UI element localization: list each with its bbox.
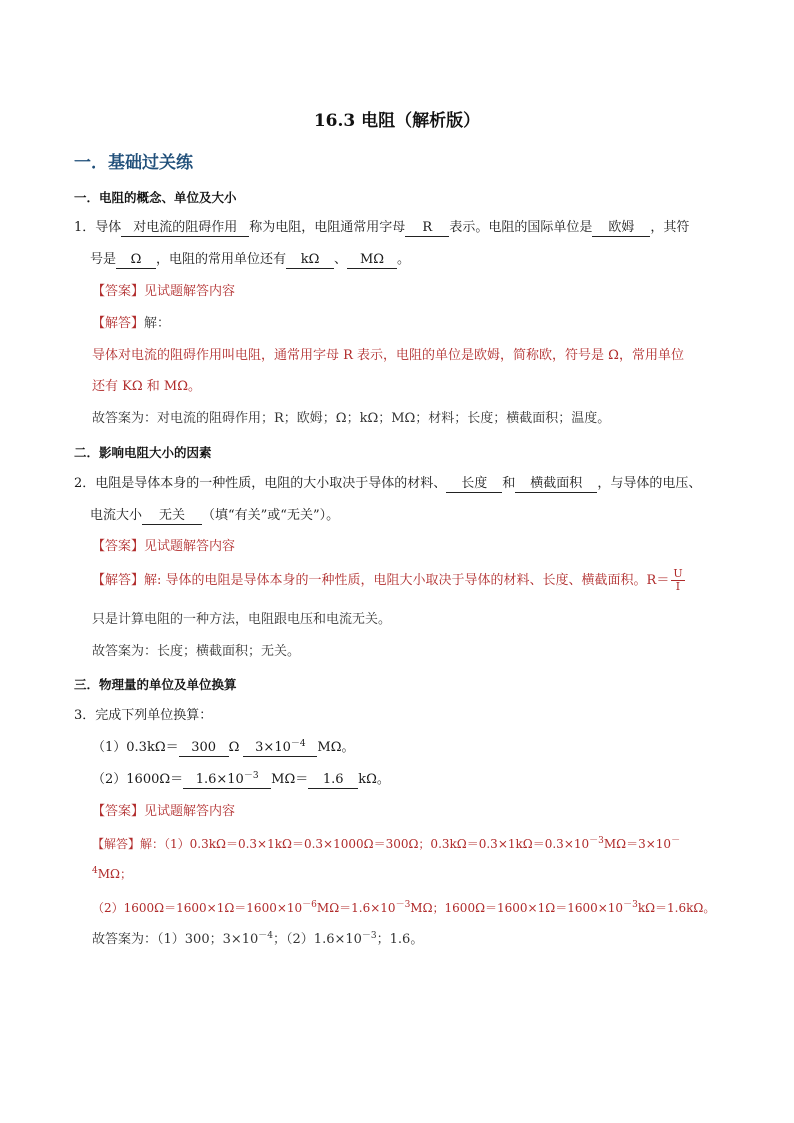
- fraction-u-over-i: $\frac{U}{I}$: [673, 567, 683, 593]
- question-1-line-2: 号是 Ω ，电阻的常用单位还有 kΩ 、 MΩ 。: [90, 252, 411, 267]
- solution-text: 还有 KΩ 和 MΩ。: [92, 379, 201, 394]
- question-number: 1．: [74, 220, 96, 235]
- solution-tag: 【解答】: [92, 316, 145, 331]
- answer-line: 【答案】见试题解答内容: [92, 804, 236, 819]
- answer-line: 【答案】见试题解答内容: [92, 539, 236, 554]
- blank-answer: 横截面积: [515, 476, 597, 493]
- question-2-line-1: 2．电阻是导体本身的一种性质，电阻的大小取决于导体的材料、 长度 和 横截面积 ，与导体的电压、: [74, 476, 702, 491]
- solution-tag: 【解答】: [92, 837, 141, 851]
- final-answer: 故答案为：对电流的阻碍作用；R；欧姆；Ω；kΩ；MΩ；材料；长度；横截面积；温度。: [92, 411, 611, 426]
- question-3-part-2: $(2)1600\Omega= 1.6\times 10^{-3}$ MΩ＝ 1.6 kΩ。: [92, 771, 390, 787]
- solution-line: 【解答】解：（1）0.3kΩ＝0.3×1kΩ＝0.3×1000Ω＝300Ω；$0.3k\Omega=0.3\times 1k\Omega=0.3\times 10^{-3}M\Omega=3\times 10^-$: [92, 836, 681, 851]
- solution-line: 【解答】解: 导体的电阻是导体本身的一种性质，电阻大小取决于导体的材料、长度、横截面积。R＝ $\frac{U}{I}$: [92, 567, 683, 593]
- answer-tag: 【答案】: [92, 804, 145, 819]
- solution-text: $(2)1600\Omega=1600\times 1\Omega=1600\times 10^{-6}M\Omega=1.6\times 10^{-3}M\Omega$；$1600\Omega=1600\times 1\Omega=1600\times 10^{-3}k\Omega=1.6k\Omega$。: [92, 900, 716, 915]
- question-2-line-2: 电流大小 无关 （填“有关”或“无关”）。: [90, 508, 340, 523]
- blank-answer: kΩ: [286, 252, 334, 269]
- answer-tag: 【答案】: [92, 284, 145, 299]
- blank-answer: 欧姆: [592, 220, 650, 237]
- final-answer: 故答案为：长度；横截面积；无关。: [92, 644, 301, 659]
- blank-answer: Ω: [116, 252, 156, 269]
- solution-text: $^4$MΩ；: [92, 866, 132, 881]
- blank-answer: 300: [179, 740, 229, 757]
- solution-tag: 【解答】: [92, 573, 145, 588]
- subheading-resistance-concept: 一．电阻的概念、单位及大小: [74, 190, 237, 205]
- blank-answer: 长度: [446, 476, 502, 493]
- question-3-line-1: 3．完成下列单位换算：: [74, 708, 213, 723]
- final-answer: 故答案为：（1）300；$3\times 10^{-4}$；$(2)1.6\times 10^{-3}$；1.6。: [92, 931, 424, 947]
- question-number: 2．: [74, 476, 96, 491]
- page-title: 16.3 电阻（解析版）: [313, 111, 481, 131]
- blank-answer: 对电流的阻碍作用: [121, 220, 249, 237]
- answer-line: 【答案】见试题解答内容: [92, 284, 236, 299]
- solution-text: 只是计算电阻的一种方法，电阻跟电压和电流无关。: [92, 612, 392, 627]
- solution-text: 导体对电流的阻碍作用叫电阻，通常用字母 R 表示，电阻的单位是欧姆，简称欧，符号是 Ω，常用单位: [92, 348, 684, 363]
- blank-answer: 1.6: [308, 772, 358, 789]
- question-number: 3．: [74, 708, 96, 723]
- blank-answer: R: [405, 220, 449, 237]
- question-3-part-1: （1）0.3kΩ＝ 300 Ω $3\times 10^{-4}$ MΩ。: [92, 739, 355, 755]
- subheading-resistance-factors: 二．影响电阻大小的因素: [74, 445, 212, 460]
- section-heading-basic-practice: 一．基础过关练: [74, 153, 193, 173]
- blank-answer: $1.6\times 10^{-3}$: [183, 772, 271, 789]
- question-1-line-1: 1．导体 对电流的阻碍作用 称为电阻，电阻通常用字母 R 表示。电阻的国际单位是 欧姆 ，其符: [74, 220, 690, 235]
- solution-line: 【解答】解：: [92, 316, 171, 331]
- blank-answer: $3\times 10^{-4}$: [243, 740, 317, 757]
- answer-tag: 【答案】: [92, 539, 145, 554]
- subheading-unit-conversion: 三．物理量的单位及单位换算: [74, 677, 237, 692]
- blank-answer: MΩ: [347, 252, 397, 269]
- blank-answer: 无关: [142, 508, 202, 525]
